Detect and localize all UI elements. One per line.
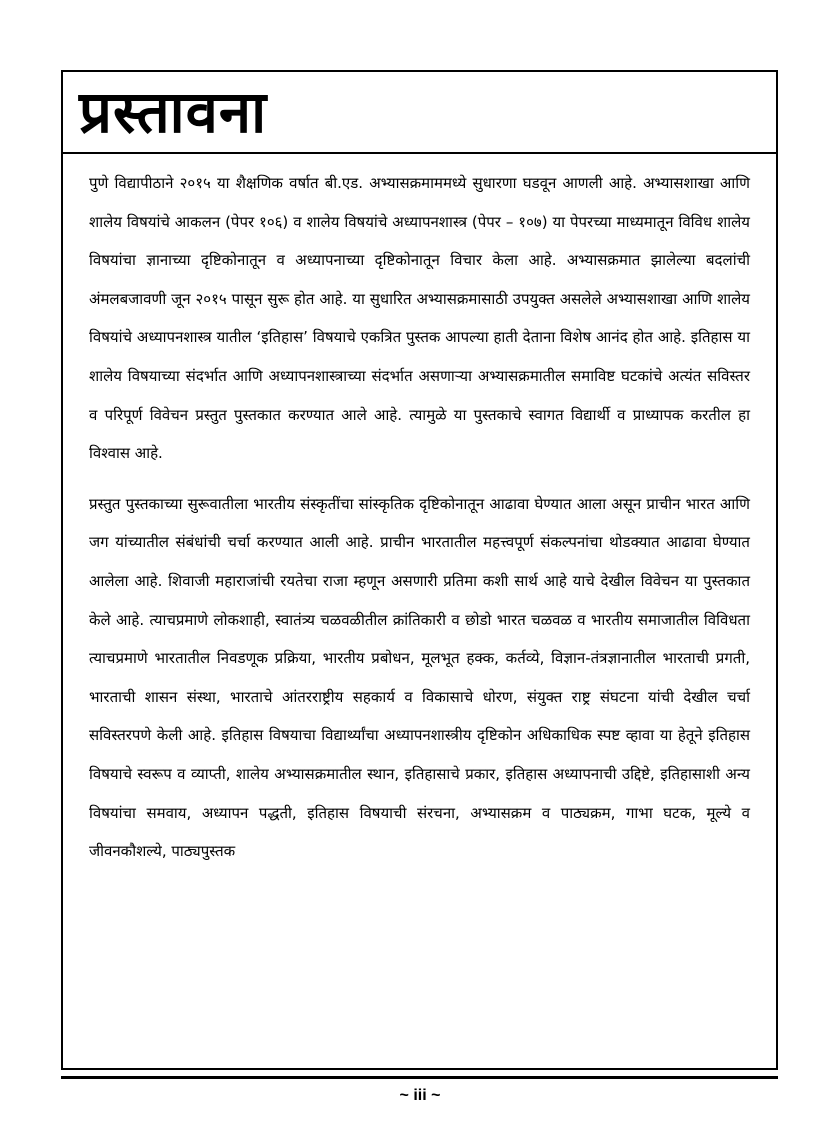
page-number: ~ iii ~ [399,1087,441,1104]
page-title: प्रस्तावना [79,78,268,146]
paragraph-2: प्रस्तुत पुस्तकाच्या सुरूवातीला भारतीय संस्कृतींचा सांस्कृतिक दृष्टिकोनातून आढावा घेण्यात आला असून प्राचीन भारत आणि जग यांच्यातील संबंधांची चर्चा करण्यात आली आहे. प्राचीन भारतातील महत्त्वपूर्ण संकल्पनांचा थोडक्यात आढावा घेण्यात आलेला आहे. शिवाजी महाराजांची रयतेचा राजा म्हणून असणारी प्रतिमा कशी सार्थ आहे याचे देखील विवेचन या पुस्तकात केले आहे. त्याचप्रमाणे लोकशाही, स्वातंत्र्य चळवळीतील क्रांतिकारी व छोडो भारत चळवळ व भारतीय समाजातील विविधता त्याचप्रमाणे भारतातील निवडणूक प्रक्रिया, भारतीय प्रबोधन, मूलभूत हक्क, कर्तव्ये, विज्ञान-तंत्रज्ञानातील भारताची प्रगती, भारताची शासन संस्था, भारताचे आंतरराष्ट्रीय सहकार्य व विकासाचे धोरण, संयुक्त राष्ट्र संघटना यांची देखील चर्चा सविस्तरपणे केली आहे. इतिहास विषयाचा विद्यार्थ्यांचा अध्यापनशास्त्रीय दृष्टिकोन अधिकाधिक स्पष्ट व्हावा या हेतूने इतिहास विषयाचे स्वरूप व व्याप्ती, शालेय अभ्यासक्रमातील स्थान, इतिहासाचे प्रकार, इतिहास अध्यापनाची उद्दिष्टे, इतिहासाशी अन्य विषयांचा समवाय, अध्यापन पद्धती, इतिहास विषयाची संरचना, अभ्यासक्रम व पाठ्यक्रम, गाभा घटक, मूल्ये व जीवनकौशल्ये, पाठ्यपुस्तक [89,494,750,861]
footer-divider [61,1076,778,1079]
page-frame [61,70,778,1070]
paragraph-1: पुणे विद्यापीठाने २०१५ या शैक्षणिक वर्षात बी.एड. अभ्यासक्रमाममध्ये सुधारणा घडवून आणली आहे. अभ्यासशाखा आणि शालेय विषयांचे आकलन (पेपर १०६) व शालेय विषयांचे अध्यापनशास्त्र (पेपर – १०७) या पेपरच्या माध्यमातून विविध शालेय विषयांचा ज्ञानाच्या दृष्टिकोनातून व अध्यापनाच्या दृष्टिकोनातून विचार केला आहे. अभ्यासक्रमात झालेल्या बदलांची अंमलबजावणी जून २०१५ पासून सुरू होत आहे. या सुधारित अभ्यासक्रमासाठी उपयुक्त असलेले अभ्यासशाखा आणि शालेय विषयांचे अध्यापनशास्त्र यातील ‘इतिहास’ विषयाचे एकत्रित पुस्तक आपल्या हाती देताना विशेष आनंद होत आहे. इतिहास या शालेय विषयाच्या संदर्भात आणि अध्यापनशास्त्राच्या संदर्भात असणाऱ्या अभ्यासक्रमातील समाविष्ट घटकांचे अत्यंत सविस्तर व परिपूर्ण विवेचन प्रस्तुत पुस्तकात करण्यात आले आहे. त्यामुळे या पुस्तकाचे स्वागत विद्यार्थी व प्राध्यापक करतील हा विश्वास आहे. [89,174,750,463]
body-text [89,164,750,871]
heading-divider [63,152,776,154]
